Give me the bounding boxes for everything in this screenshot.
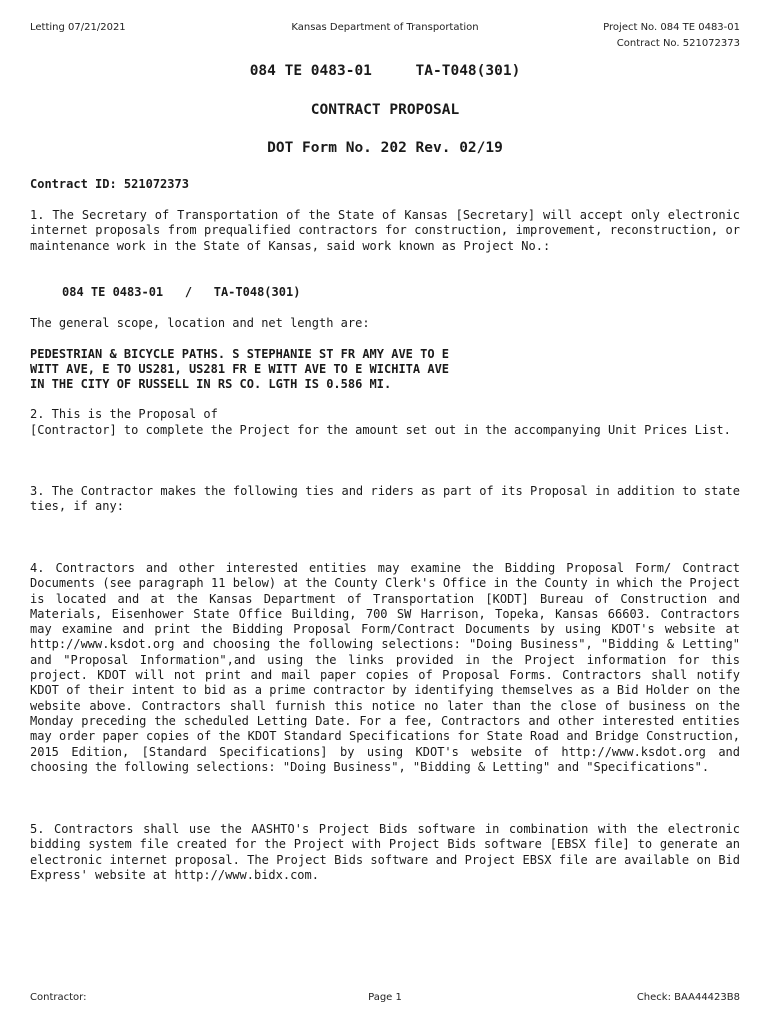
contract-proposal-heading: CONTRACT PROPOSAL [310, 102, 460, 118]
header-project-no: Project No. 084 TE 0483-01 [603, 22, 740, 33]
footer-page-number: Page 1 [368, 992, 402, 1003]
agency-name: Kansas Department of Transportation [291, 22, 479, 33]
scope-line-2: WITT AVE, E TO US281, US281 FR E WITT AVE TO E WICHITA AVE [30, 362, 450, 376]
project-title-line: 084 TE 0483-01 TA-T048(301) [249, 63, 521, 79]
paragraph-2-line-1: 2. This is the Proposal of [30, 407, 218, 421]
contract-id: Contract ID: 521072373 [30, 177, 189, 191]
scope-line-3: IN THE CITY OF RUSSELL IN RS CO. LGTH IS 0.586 MI. [30, 377, 392, 391]
paragraph-4: 4. Contractors and other interested entities may examine the Bidding Proposal Form/ Contract Documents (see paragraph 11 below) at the County Clerk's Office in the County in which the Project is located and at the Kansas Department of Transportation [KODT] Bureau of Construction and Materials, Eisenhower State Office Building, 700 SW Harrison, Topeka, Kansas 66603. Contractors may examine and print the Bidding Proposal Form/Contract Documents by using KDOT's website at http://www.ksdot.org and choosing the following selections: "Doing Business", "Bidding & Letting" and "Proposal Information",and using the links provided in the Project information for this project. KDOT will not print and mail paper copies of Proposal Forms. Contractors shall notify KDOT of their intent to bid as a prime contractor by identifying themselves as a Bid Holder on the website above. Contractors shall furnish this notice no later than the close of business on the Monday preceding the scheduled Letting Date. For a fee, Contractors and other interested entities may order paper copies of the KDOT Standard Specifications for State Road and Bridge Construction, 2015 Edition, [Standard Specifications] by using KDOT's website of http://www.ksdot.org and choosing the following selections: "Doing Business", "Bidding & Letting" and "Specifications". [30, 561, 740, 774]
scope-line-1: PEDESTRIAN & BICYCLE PATHS. S STEPHANIE ST FR AMY AVE TO E [30, 347, 450, 361]
project-ids: 084 TE 0483-01 / TA-T048(301) [62, 285, 301, 299]
paragraph-5: 5. Contractors shall use the AASHTO's Project Bids software in combination with the electronic bidding system file created for the Project with Project Bids software [EBSX file] to generate an electronic internet proposal. The Project Bids software and Project EBSX file are available on Bid Express' website at http://www.bidx.com. [30, 822, 740, 882]
scope-intro: The general scope, location and net length are: [30, 316, 370, 330]
paragraph-3: 3. The Contractor makes the following ties and riders as part of its Proposal in addition to state ties, if any: [30, 484, 740, 514]
letting-date: Letting 07/21/2021 [30, 22, 126, 33]
footer-check: Check: BAA44423B8 [636, 992, 740, 1003]
header-contract-no: Contract No. 521072373 [616, 38, 740, 49]
paragraph-1: 1. The Secretary of Transportation of the State of Kansas [Secretary] will accept only electronic internet proposals from prequalified contractors for construction, improvement, reconstruction, or maintenance work in the State of Kansas, said work known as Project No.: [30, 208, 740, 253]
footer-contractor: Contractor: [30, 992, 87, 1003]
paragraph-2-line-2: [Contractor] to complete the Project for the amount set out in the accompanying Unit Prices List. [30, 423, 731, 437]
dot-form-number: DOT Form No. 202 Rev. 02/19 [267, 140, 503, 156]
